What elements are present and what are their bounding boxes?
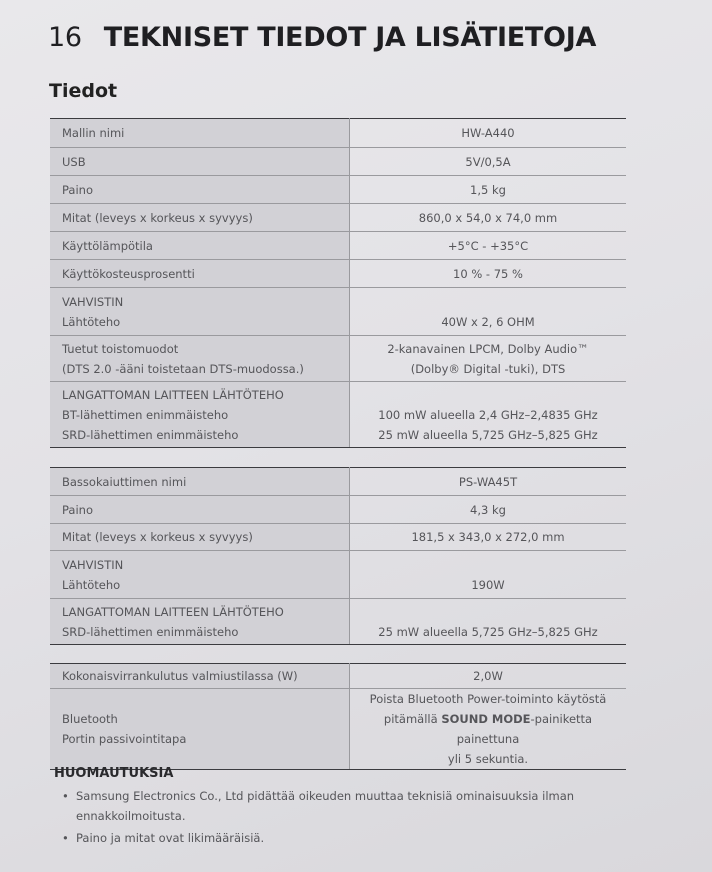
spec-value: 4,3 kg — [350, 496, 627, 524]
spec-label-line: (DTS 2.0 -ääni toistetaan DTS-muodossa.) — [62, 361, 304, 376]
spec-label-line: Lähtöteho — [62, 314, 121, 329]
spec-row — [50, 599, 626, 645]
spec-row — [50, 336, 626, 382]
spec-row — [50, 204, 626, 232]
spec-value-line: 40W x 2, 6 OHM — [441, 314, 535, 329]
spec-value: 10 % - 75 % — [350, 260, 627, 288]
notes-title: HUOMAUTUKSIA — [54, 766, 174, 781]
spec-value: 1,5 kg — [350, 176, 627, 204]
chapter-number: 16 — [48, 22, 82, 53]
spec-value-line: (Dolby® Digital -tuki), DTS — [410, 361, 566, 376]
soundbar-spec-table — [50, 118, 626, 448]
spec-label-line: Lähtöteho — [62, 577, 121, 592]
chapter-title: TEKNISET TIEDOT JA LISÄTIETOJA — [103, 22, 597, 53]
spec-row — [50, 664, 626, 689]
spec-row — [50, 288, 626, 336]
spec-label — [50, 382, 350, 448]
spec-value-line: Poista Bluetooth Power-toiminto käytöstä — [369, 692, 607, 706]
note-item: • Samsung Electronics Co., Ltd pidättää oikeuden muuttaa teknisiä ominaisuuksia ilman ennakkoilmoitusta. — [56, 786, 576, 826]
spec-value-line — [356, 292, 620, 312]
spec-value-line: 100 mW alueella 2,4 GHz–2,4835 GHz — [378, 407, 598, 422]
spec-label-line: LANGATTOMAN LAITTEEN LÄHTÖTEHO — [62, 604, 284, 619]
spec-value-line: 2-kanavainen LPCM, Dolby Audio™ — [387, 341, 589, 356]
spec-label-line: Bluetooth — [62, 712, 118, 726]
spec-label-line: Tuetut toistomuodot — [62, 341, 179, 356]
spec-value: +5°C - +35°C — [350, 232, 627, 260]
spec-row — [50, 468, 626, 496]
spec-value-line: yli 5 sekuntia. — [447, 752, 529, 766]
spec-value: 181,5 x 343,0 x 272,0 mm — [350, 524, 627, 551]
spec-label — [50, 551, 350, 599]
spec-label: Paino — [50, 496, 350, 524]
power-spec-table — [50, 663, 626, 770]
spec-row — [50, 382, 626, 448]
spec-value-line — [356, 555, 620, 575]
sound-mode-emphasis: SOUND MODE — [441, 712, 531, 726]
spec-label: Kokonaisvirrankulutus valmiustilassa (W) — [50, 664, 350, 689]
spec-value: HW-A440 — [350, 119, 627, 148]
spec-value-line: pitämällä SOUND MODE-painiketta painettuna — [383, 712, 593, 746]
spec-value-line — [356, 602, 620, 622]
spec-label: Mitat (leveys x korkeus x syvyys) — [50, 204, 350, 232]
spec-value — [350, 551, 627, 599]
spec-row — [50, 260, 626, 288]
spec-label-line: SRD-lähettimen enimmäisteho — [62, 624, 239, 639]
spec-value: PS-WA45T — [350, 468, 627, 496]
spec-value: 2,0W — [350, 664, 627, 689]
spec-label-line: Portin passivointitapa — [62, 732, 187, 746]
spec-value-line: 25 mW alueella 5,725 GHz–5,825 GHz — [378, 624, 598, 639]
spec-value — [350, 382, 627, 448]
spec-label: Mallin nimi — [50, 119, 350, 148]
spec-label: Käyttölämpötila — [50, 232, 350, 260]
spec-row — [50, 496, 626, 524]
spec-label — [50, 689, 350, 770]
spec-value — [350, 288, 627, 336]
spec-label-line: VAHVISTIN — [62, 557, 124, 572]
note-item: • Paino ja mitat ovat likimääräisiä. — [56, 828, 576, 848]
spec-value — [350, 336, 627, 382]
spec-label: Mitat (leveys x korkeus x syvyys) — [50, 524, 350, 551]
spec-row — [50, 551, 626, 599]
spec-label: USB — [50, 148, 350, 176]
spec-value — [350, 599, 627, 645]
spec-label: Käyttökosteusprosentti — [50, 260, 350, 288]
spec-row — [50, 524, 626, 551]
spec-label — [50, 336, 350, 382]
spec-value: 860,0 x 54,0 x 74,0 mm — [350, 204, 627, 232]
spec-row — [50, 119, 626, 148]
spec-label: Paino — [50, 176, 350, 204]
spec-label-line: VAHVISTIN — [62, 294, 124, 309]
spec-value: 5V/0,5A — [350, 148, 627, 176]
spec-row — [50, 148, 626, 176]
spec-label — [50, 599, 350, 645]
chapter-heading — [48, 22, 596, 53]
spec-row — [50, 176, 626, 204]
spec-label — [50, 288, 350, 336]
spec-label: Bassokaiuttimen nimi — [50, 468, 350, 496]
spec-label-line: LANGATTOMAN LAITTEEN LÄHTÖTEHO — [62, 387, 284, 402]
spec-value-line: 190W — [471, 577, 505, 592]
notes-list — [56, 786, 576, 850]
spec-label-line: BT-lähettimen enimmäisteho — [62, 407, 229, 422]
subwoofer-spec-table — [50, 467, 626, 645]
spec-label-line: SRD-lähettimen enimmäisteho — [62, 427, 239, 442]
spec-value-line — [356, 385, 620, 405]
spec-row — [50, 689, 626, 770]
spec-value — [350, 689, 627, 770]
spec-value-line: 25 mW alueella 5,725 GHz–5,825 GHz — [378, 427, 598, 442]
section-title: Tiedot — [49, 80, 118, 102]
spec-row — [50, 232, 626, 260]
